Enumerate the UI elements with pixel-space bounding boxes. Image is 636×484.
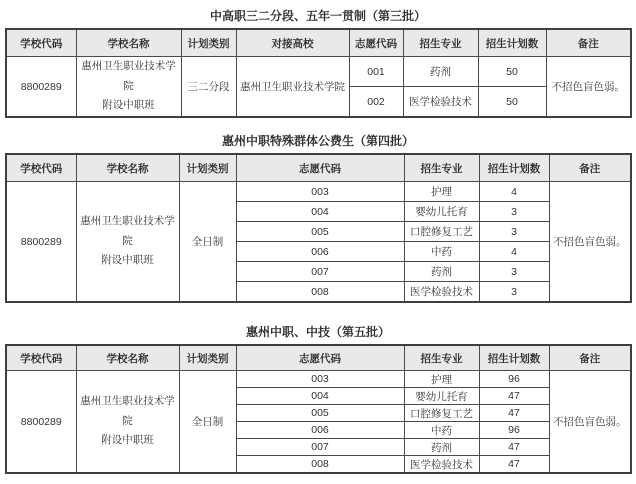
major-cell: 药剂 [404,439,479,456]
header-quota: 招生计划数 [478,29,546,57]
choice-code-cell: 006 [236,242,404,262]
school-name-cell [76,57,181,118]
header-choice-code: 志愿代码 [236,345,404,371]
quota-cell: 3 [479,202,549,222]
major-cell: 药剂 [404,262,479,282]
header-school-code: 学校代码 [6,154,76,182]
quota-cell: 3 [479,282,549,303]
plan-type-cell: 全日制 [179,182,236,303]
choice-code-cell: 004 [236,202,404,222]
choice-code-cell: 008 [236,456,404,474]
quota-cell: 4 [479,182,549,202]
partner-college-cell: 惠州卫生职业技术学院 [236,57,349,118]
header-school-code: 学校代码 [6,29,76,57]
section-batch-5 [5,325,631,474]
remark-cell: 不招色盲色弱。 [546,57,631,118]
choice-code-cell: 008 [236,282,404,303]
admission-table-batch-3 [5,28,632,118]
major-cell: 婴幼儿托育 [404,202,479,222]
table-header-row [6,29,631,57]
table-header-row [6,154,631,182]
table-row [6,371,631,388]
choice-code-cell: 007 [236,262,404,282]
school-name-line2: 附设中职班 [101,434,154,447]
quota-cell: 47 [479,388,549,405]
header-remark: 备注 [546,29,631,57]
major-cell: 医学检验技术 [403,87,478,118]
header-major: 招生专业 [404,345,479,371]
header-remark: 备注 [549,154,631,182]
school-code-cell: 8800289 [6,182,76,303]
quota-cell: 3 [479,262,549,282]
admission-table-batch-4 [5,153,632,303]
major-cell: 护理 [404,182,479,202]
section-batch-4 [5,134,631,303]
table-row [6,182,631,202]
header-school-code: 学校代码 [6,345,76,371]
quota-cell: 4 [479,242,549,262]
major-cell: 口腔修复工艺 [404,405,479,422]
quota-cell: 50 [478,87,546,118]
major-cell: 护理 [404,371,479,388]
header-remark: 备注 [549,345,631,371]
header-quota: 招生计划数 [479,154,549,182]
admission-table-batch-5 [5,344,632,474]
header-choice-code: 志愿代码 [236,154,404,182]
section-batch-3 [5,9,631,118]
quota-cell: 96 [479,422,549,439]
major-cell: 药剂 [403,57,478,87]
quota-cell: 47 [479,405,549,422]
header-plan-type: 计划类别 [179,345,236,371]
school-name-cell [76,182,179,303]
major-cell: 医学检验技术 [404,456,479,474]
remark-cell: 不招色盲色弱。 [549,182,631,303]
major-cell: 中药 [404,242,479,262]
choice-code-cell: 007 [236,439,404,456]
major-cell: 婴幼儿托育 [404,388,479,405]
school-name-line1: 惠州卫生职业技术学院 [81,60,176,92]
quota-cell: 96 [479,371,549,388]
header-major: 招生专业 [404,154,479,182]
school-code-cell: 8800289 [6,57,76,118]
header-choice-code: 志愿代码 [349,29,403,57]
header-school-name: 学校名称 [76,154,179,182]
quota-cell: 47 [479,439,549,456]
remark-cell: 不招色盲色弱。 [549,371,631,474]
header-school-name: 学校名称 [76,345,179,371]
quota-cell: 50 [478,57,546,87]
table-title-batch-5: 惠州中职、中技（第五批） [245,325,390,339]
table-title-batch-3: 中高职三二分段、五年一贯制（第三批） [209,9,426,23]
table-row [6,57,631,87]
choice-code-cell: 005 [236,222,404,242]
header-quota: 招生计划数 [479,345,549,371]
header-plan-type: 计划类别 [181,29,236,57]
choice-code-cell: 001 [349,57,403,87]
choice-code-cell: 003 [236,182,404,202]
choice-code-cell: 003 [236,371,404,388]
school-name-cell [76,371,179,474]
school-code-cell: 8800289 [6,371,76,474]
major-cell: 医学检验技术 [404,282,479,303]
quota-cell: 47 [479,456,549,474]
school-name-line2: 附设中职班 [101,254,154,267]
table-title-batch-4: 惠州中职特殊群体公费生（第四批） [221,134,414,148]
major-cell: 口腔修复工艺 [404,222,479,242]
choice-code-cell: 005 [236,405,404,422]
quota-cell: 3 [479,222,549,242]
plan-type-cell: 全日制 [179,371,236,474]
table-header-row [6,345,631,371]
school-name-line2: 附设中职班 [102,99,155,112]
plan-type-cell: 三二分段 [181,57,236,118]
header-major: 招生专业 [403,29,478,57]
choice-code-cell: 004 [236,388,404,405]
major-cell: 中药 [404,422,479,439]
school-name-line1: 惠州卫生职业技术学院 [80,395,175,427]
header-plan-type: 计划类别 [179,154,236,182]
choice-code-cell: 002 [349,87,403,118]
header-partner-college: 对接高校 [236,29,349,57]
header-school-name: 学校名称 [76,29,181,57]
choice-code-cell: 006 [236,422,404,439]
school-name-line1: 惠州卫生职业技术学院 [80,215,175,247]
